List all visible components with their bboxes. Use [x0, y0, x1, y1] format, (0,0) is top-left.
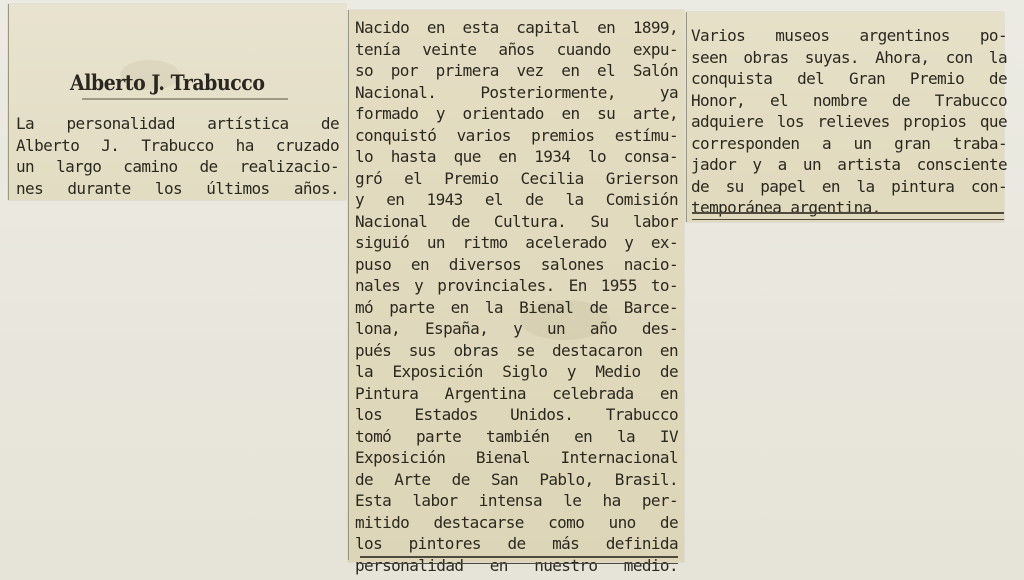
text-line: so por primera vez en el Salón	[355, 61, 678, 80]
article-column-3	[691, 25, 1007, 219]
text-line: gró el Premio Cecilia Grierson	[355, 168, 678, 188]
text-line: pués sus obras se destacaron en	[355, 340, 678, 360]
text-line: un largo camino de realizacio-	[16, 157, 339, 176]
text-line: Honor, el nombre de Trabucco	[691, 90, 1007, 110]
text-line: de Arte de San Pablo, Brasil.	[355, 469, 678, 489]
text-line: jador y a un artista consciente	[691, 155, 1007, 174]
text-line: Esta labor intensa le ha per-	[355, 491, 678, 510]
text-line: y en 1943 el de la Comisión	[355, 190, 678, 209]
text-line: mó parte en la Bienal de Barce-	[355, 297, 678, 317]
text-line: personalidad en nuestro medio.	[355, 555, 678, 575]
text-line: Alberto J. Trabucco ha cruzado	[16, 135, 339, 155]
text-line: formado y orientado en su arte,	[355, 104, 678, 123]
text-line: mitido destacarse como uno de	[355, 512, 678, 532]
text-line: lo hasta que en 1934 lo consa-	[355, 147, 678, 166]
text-line: Nacido en esta capital en 1899,	[355, 18, 678, 37]
text-line: tomó parte también en la IV	[355, 426, 678, 446]
text-line: Varios museos argentinos po-	[691, 26, 1007, 45]
text-line: tenía veinte años cuando expu-	[355, 39, 678, 59]
text-line: Pintura Argentina celebrada en	[355, 383, 678, 403]
text-line: nes durante los últimos años.	[16, 178, 339, 198]
text-line: los pintores de más definida	[355, 534, 678, 553]
column-divider-right	[686, 12, 687, 222]
text-line: lona, España, y un año des-	[355, 319, 678, 338]
end-rule-column-3	[692, 212, 1004, 220]
text-line: adquiere los relieves propios que	[691, 112, 1007, 131]
text-line: La personalidad artística de	[16, 114, 339, 133]
column-divider-left	[8, 4, 9, 200]
text-line: Exposición Bienal Internacional	[355, 448, 678, 467]
article-headline: Alberto J. Trabucco	[70, 70, 265, 95]
text-line: temporánea argentina.	[691, 198, 881, 217]
text-line: de su papel en la pintura con-	[691, 176, 1007, 196]
text-line: siguió un ritmo acelerado y ex-	[355, 233, 678, 252]
text-line: Nacional de Cultura. Su labor	[355, 211, 678, 231]
article-column-1	[16, 113, 339, 199]
text-line: los Estados Unidos. Trabucco	[355, 405, 678, 424]
text-line: la Exposición Siglo y Medio de	[355, 362, 678, 381]
text-line: Nacional. Posteriormente, ya	[355, 82, 678, 102]
end-rule-column-2	[360, 556, 678, 564]
text-line: puso en diversos salones nacio-	[355, 254, 678, 274]
text-line: corresponden a un gran traba-	[691, 133, 1007, 153]
column-divider-middle	[348, 10, 349, 560]
text-line: nales y provinciales. En 1955 to-	[355, 276, 678, 295]
article-column-2	[355, 17, 678, 576]
text-line: conquista del Gran Premio de	[691, 69, 1007, 88]
text-line: conquistó varios premios estímu-	[355, 125, 678, 145]
headline-smudge	[82, 98, 288, 100]
text-line: seen obras suyas. Ahora, con la	[691, 47, 1007, 67]
